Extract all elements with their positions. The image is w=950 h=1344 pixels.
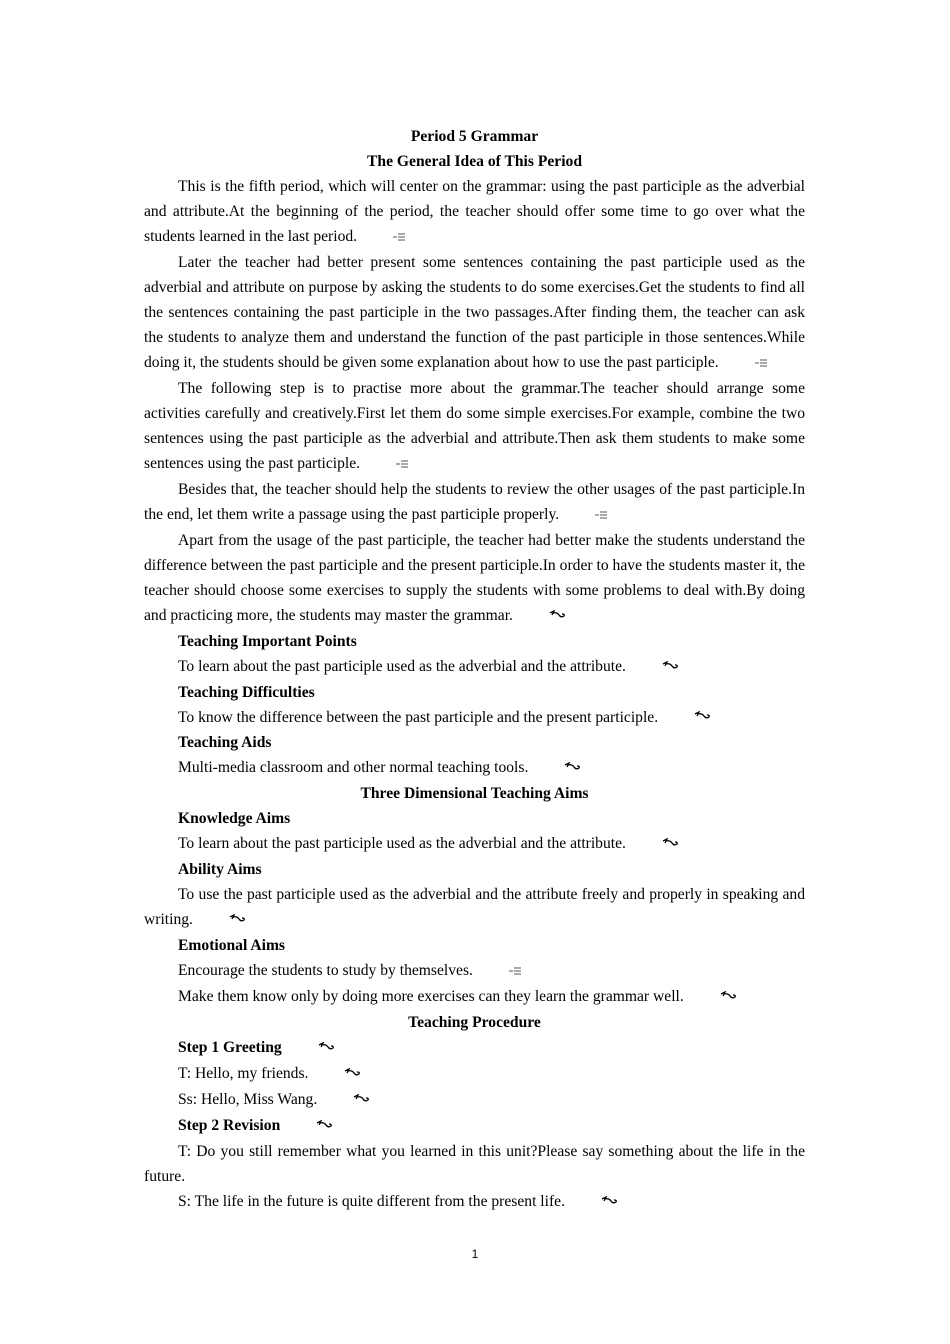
emotional-line-1-span: Encourage the students to study by themselves. xyxy=(178,962,473,980)
squiggle-mark-icon xyxy=(195,908,246,933)
lines-mark-icon xyxy=(362,452,408,477)
step1-teacher-line xyxy=(144,1061,805,1087)
step2-heading xyxy=(144,1113,805,1139)
document-subtitle: The General Idea of This Period xyxy=(367,153,582,170)
step1-students-span: Ss: Hello, Miss Wang. xyxy=(178,1090,318,1108)
squiggle-mark-icon xyxy=(628,655,679,680)
paragraph-1 xyxy=(144,174,805,250)
step2-student-span: S: The life in the future is quite different from the present life. xyxy=(178,1192,565,1210)
difficulties-text xyxy=(144,705,805,731)
squiggle-mark-icon xyxy=(567,1190,618,1215)
squiggle-mark-icon xyxy=(319,1088,370,1113)
document-page xyxy=(144,124,805,1215)
emotional-line-2 xyxy=(144,984,805,1010)
aims-title: Three Dimensional Teaching Aims xyxy=(360,785,589,803)
paragraph-text: The following step is to practise more about the grammar.The teacher should arrange some activities carefully and creatively.First let them do some simple exercises.For example, combine the two sentences using the past participle as the adverbial and attribute.Then ask them students to make some sentences using the past participle. xyxy=(144,379,805,472)
paragraph-2 xyxy=(144,250,805,376)
step1-heading xyxy=(144,1035,805,1061)
ability-heading: Ability Aims xyxy=(178,861,262,879)
paragraph-4 xyxy=(144,477,805,528)
step2-student-line xyxy=(144,1189,805,1215)
squiggle-mark-icon xyxy=(628,832,679,857)
step1-students-line xyxy=(144,1087,805,1113)
ability-text-span: To use the past participle used as the adverbial and the attribute freely and properly in speaking and writing. xyxy=(144,886,805,929)
paragraph-text: Later the teacher had better present some sentences containing the past participle used as the adverbial and attribute on purpose by asking the students to do some exercises.Get the students to find all the sentences containing the past participle in the two passages.After finding them, the teacher can ask the students to analyze them and understand the function of the past participle in those sentences.While doing it, the students should be given some explanation about how to use the past participle. xyxy=(144,253,805,371)
squiggle-mark-icon xyxy=(686,985,737,1010)
document-title: Period 5 Grammar xyxy=(410,128,539,145)
page-number: 1 xyxy=(471,1247,479,1261)
squiggle-mark-icon xyxy=(530,756,581,781)
aids-text xyxy=(144,755,805,781)
paragraph-5 xyxy=(144,528,805,629)
aids-heading: Teaching Aids xyxy=(178,734,272,752)
important-points-text xyxy=(144,654,805,680)
squiggle-mark-icon xyxy=(660,705,711,730)
step1-heading-span: Step 1 Greeting xyxy=(178,1039,282,1057)
squiggle-mark-icon xyxy=(282,1114,333,1139)
difficulties-text-span: To know the difference between the past participle and the present participle. xyxy=(178,708,659,726)
step2-teacher-line: T: Do you still remember what you learned in this unit?Please say something about the life in the future. xyxy=(144,1142,805,1185)
paragraph-text: This is the fifth period, which will center on the grammar: using the past participle as the adverbial and attribute.At the beginning of the period, the teacher should offer some time to go over what the students learned in the last period. xyxy=(144,178,805,245)
emotional-line-1 xyxy=(144,958,805,984)
lines-mark-icon xyxy=(359,225,405,250)
lines-mark-icon xyxy=(561,503,607,528)
procedure-title: Teaching Procedure xyxy=(408,1014,541,1032)
step2-heading-span: Step 2 Revision xyxy=(178,1116,281,1134)
squiggle-mark-icon xyxy=(284,1036,335,1061)
squiggle-mark-icon xyxy=(310,1062,361,1087)
squiggle-mark-icon xyxy=(515,604,566,629)
difficulties-heading: Teaching Difficulties xyxy=(178,683,315,701)
paragraph-3 xyxy=(144,376,805,477)
knowledge-heading: Knowledge Aims xyxy=(178,810,291,828)
step1-teacher-span: T: Hello, my friends. xyxy=(178,1064,309,1082)
paragraph-text: Besides that, the teacher should help the students to review the other usages of the past participle.In the end, let them write a passage using the past participle properly. xyxy=(144,480,805,523)
emotional-heading: Emotional Aims xyxy=(178,937,286,955)
lines-mark-icon xyxy=(721,351,767,376)
paragraph-text: Apart from the usage of the past participle, the teacher had better make the students understand the difference between the past participle and the present participle.In order to have the students master it, the teacher should choose some exercises to supply the students with some problems to deal with.By doing and practicing more, the students may master the grammar. xyxy=(144,531,805,624)
important-points-heading: Teaching Important Points xyxy=(178,632,357,650)
aids-text-span: Multi-media classroom and other normal teaching tools. xyxy=(178,759,529,777)
knowledge-text xyxy=(144,831,805,857)
knowledge-text-span: To learn about the past participle used as the adverbial and the attribute. xyxy=(178,835,626,853)
lines-mark-icon xyxy=(475,959,521,984)
important-points-text-span: To learn about the past participle used as the adverbial and the attribute. xyxy=(178,657,626,675)
emotional-line-2-span: Make them know only by doing more exercises can they learn the grammar well. xyxy=(178,988,684,1006)
ability-text xyxy=(144,882,805,933)
